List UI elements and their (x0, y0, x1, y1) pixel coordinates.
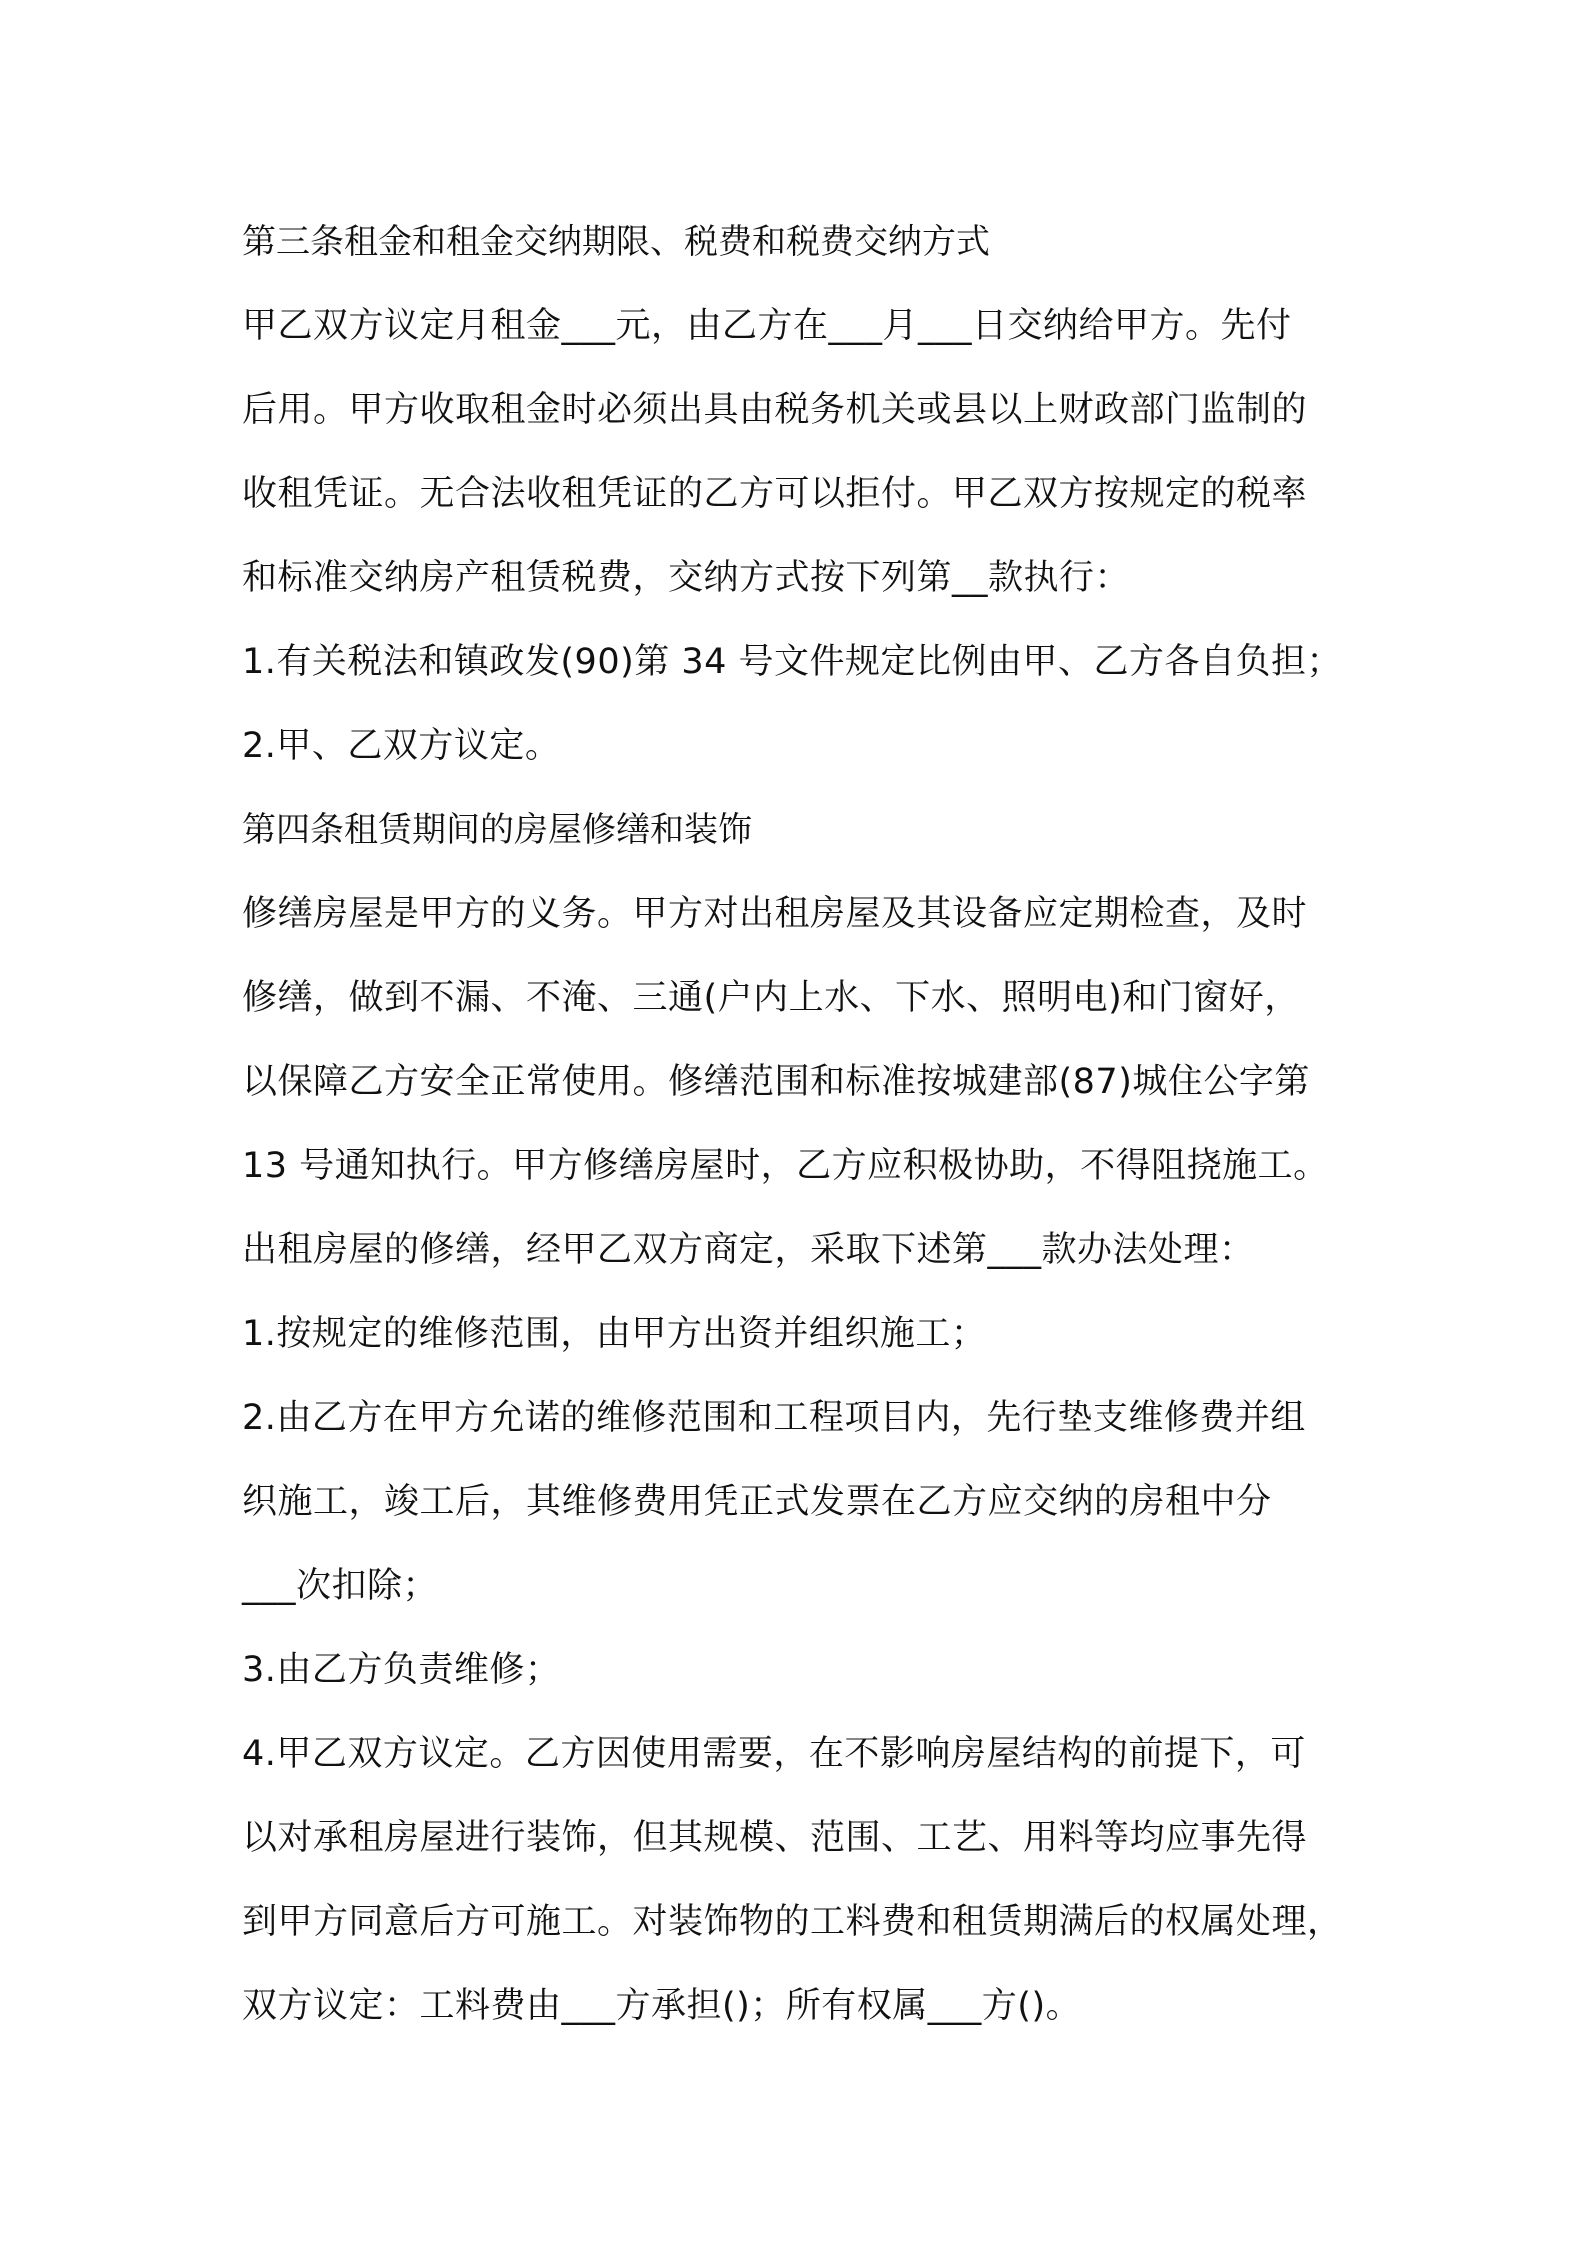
list-item: 1.按规定的维修范围，由甲方出资并组织施工； (242, 1314, 987, 1354)
article-3-heading: 第三条租金和租金交纳期限、税费和税费交纳方式 (242, 222, 990, 262)
list-item: 1.有关税法和镇政发(90)第 34 号文件规定比例由甲、乙方各自负担； (242, 642, 1343, 682)
paragraph-line: 和标准交纳房产租赁税费，交纳方式按下列第__款执行： (242, 558, 1131, 598)
paragraph-line: 甲乙双方议定月租金___元，由乙方在___月___日交纳给甲方。先付 (242, 306, 1292, 346)
paragraph-line: 出租房屋的修缮，经甲乙双方商定，采取下述第___款办法处理： (242, 1230, 1255, 1270)
paragraph-line: 13 号通知执行。甲方修缮房屋时，乙方应积极协助，不得阻挠施工。 (242, 1146, 1329, 1186)
paragraph-line: 双方议定：工料费由___方承担()；所有权属___方()。 (242, 1986, 1082, 2026)
list-item: 4.甲乙双方议定。乙方因使用需要，在不影响房屋结构的前提下，可 (242, 1734, 1306, 1774)
paragraph-line: 收租凭证。无合法收租凭证的乙方可以拒付。甲乙双方按规定的税率 (242, 474, 1308, 514)
paragraph-line: 以对承租房屋进行装饰，但其规模、范围、工艺、用料等均应事先得 (242, 1818, 1308, 1858)
paragraph-line: 以保障乙方安全正常使用。修缮范围和标准按城建部(87)城住公字第 (242, 1062, 1310, 1102)
list-item: 3.由乙方负责维修； (242, 1650, 561, 1690)
article-4-heading: 第四条租赁期间的房屋修缮和装饰 (242, 810, 752, 850)
paragraph-line: 后用。甲方收取租金时必须出具由税务机关或县以上财政部门监制的 (242, 390, 1308, 430)
paragraph-line: 修缮，做到不漏、不淹、三通(户内上水、下水、照明电)和门窗好， (242, 978, 1300, 1018)
list-item: 2.由乙方在甲方允诺的维修范围和工程项目内，先行垫支维修费并组 (242, 1398, 1306, 1438)
paragraph-line: ___次扣除； (242, 1566, 439, 1606)
paragraph-line: 织施工，竣工后，其维修费用凭正式发票在乙方应交纳的房租中分 (242, 1482, 1272, 1522)
paragraph-line: 到甲方同意后方可施工。对装饰物的工料费和租赁期满后的权属处理， (242, 1902, 1343, 1942)
paragraph-line: 修缮房屋是甲方的义务。甲方对出租房屋及其设备应定期检查，及时 (242, 894, 1308, 934)
document-body (242, 200, 1362, 2048)
list-item: 2.甲、乙双方议定。 (242, 726, 561, 766)
